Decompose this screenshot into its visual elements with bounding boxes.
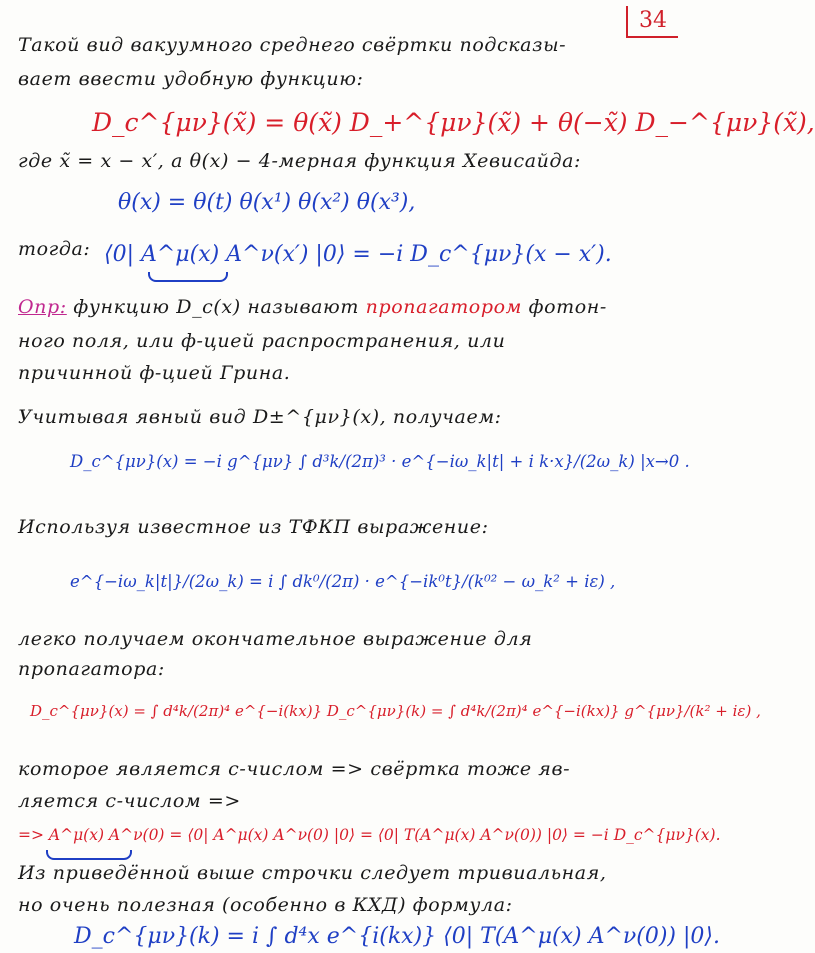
equation-vacuum-average: ⟨0| A^μ(x) A^ν(x′) |0⟩ = −i D_c^{μν}(x − x′).	[104, 242, 612, 267]
definition-term: пропагатором	[365, 296, 522, 318]
text-line-9: легко получаем окончательное выражение для	[18, 628, 533, 650]
equation-momentum-integral: D_c^{μν}(x) = −i g^{μν} ∫ d³k/(2π)³ · e^{−iω_k|t| + i k·x}/(2ω_k) |x→0 .	[70, 452, 690, 471]
equation-tfkp: e^{−iω_k|t|}/(2ω_k) = i ∫ dk⁰/(2π) · e^{−ik⁰t}/(k⁰² − ω_k² + iε) ,	[70, 572, 616, 591]
equation-propagator-definition: D_c^{μν}(x̃) = θ(x̃) D_+^{μν}(x̃) + θ(−x̃) D_−^{μν}(x̃),	[92, 108, 815, 137]
text-line-5: ного поля, или ф-цией распространения, или	[18, 330, 506, 352]
contraction-bracket	[148, 272, 228, 282]
equation-contraction-chain: => A^μ(x) A^ν(0) = ⟨0| A^μ(x) A^ν(0) |0⟩ = ⟨0| T(A^μ(x) A^ν(0)) |0⟩ = −i D_c^{μν}(x).	[18, 826, 721, 844]
text-line-8: Используя известное из ТФКП выражение:	[18, 516, 489, 538]
page-number: 34	[626, 6, 678, 38]
definition-text-c: фотон-	[528, 296, 607, 318]
equation-heaviside: θ(x) = θ(t) θ(x¹) θ(x²) θ(x³),	[118, 190, 416, 215]
text-tolda: тогда:	[18, 238, 91, 260]
text-line-12: ляется c-числом =>	[18, 790, 241, 812]
text-line-13: Из приведённой выше строчки следует тривиальная,	[18, 862, 607, 884]
text-line-11: которое является c-числом => свёртка тоже яв-	[18, 758, 571, 780]
text-line-3: где x̃ = x − x′, а θ(x) − 4-мерная функция Хевисайда:	[18, 150, 582, 172]
definition-text-a: функцию D_c(x) называют	[73, 296, 360, 318]
definition-line	[18, 296, 607, 318]
text-line-2: вает ввести удобную функцию:	[18, 68, 364, 90]
text-line-1: Такой вид вакуумного среднего свёртки подсказы-	[18, 34, 567, 56]
definition-label: Опр:	[18, 296, 67, 318]
equation-fourier-inverse: D_c^{μν}(k) = i ∫ d⁴x e^{i(kx)} ⟨0| T(A^μ(x) A^ν(0)) |0⟩.	[74, 924, 720, 949]
text-line-6: причинной ф-цией Грина.	[18, 362, 291, 384]
text-line-10: пропагатора:	[18, 658, 165, 680]
equation-final-propagator: D_c^{μν}(x) = ∫ d⁴k/(2π)⁴ e^{−i(kx)} D_c^{μν}(k) = ∫ d⁴k/(2π)⁴ e^{−i(kx)} g^{μν}/(k² + iε) ,	[30, 702, 761, 720]
contraction-bracket-2	[46, 850, 132, 860]
text-line-14: но очень полезная (особенно в КХД) формула:	[18, 894, 513, 916]
text-line-7: Учитывая явный вид D±^{μν}(x), получаем:	[18, 406, 502, 428]
